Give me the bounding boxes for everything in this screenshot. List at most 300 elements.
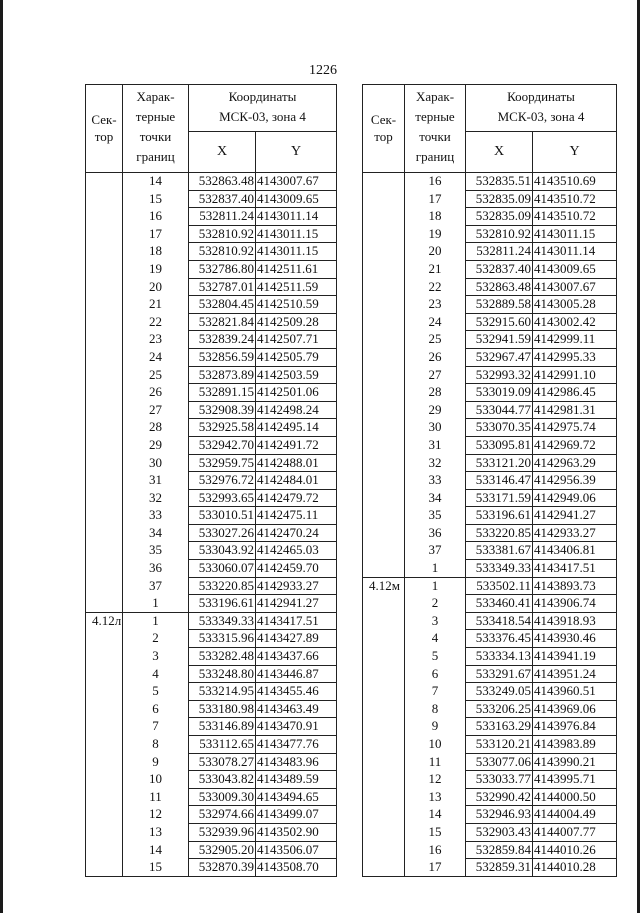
table-row: [86, 753, 337, 771]
x-cell: 533163.29: [466, 718, 533, 736]
x-cell: 532839.24: [189, 331, 256, 349]
y-cell: 4143446.87: [256, 665, 337, 683]
sector-cell: [363, 560, 405, 578]
sector-cell: [363, 348, 405, 366]
y-cell: 4143995.71: [533, 771, 617, 789]
x-cell: 533206.25: [466, 700, 533, 718]
table-row: [363, 648, 617, 666]
y-cell: 4143005.28: [533, 296, 617, 314]
point-cell: 6: [405, 665, 466, 683]
point-cell: 1: [405, 577, 466, 595]
x-cell: 532810.92: [189, 243, 256, 261]
sector-cell: [86, 331, 123, 349]
points-header: Харак- терные точки границ: [123, 85, 189, 173]
point-cell: 16: [123, 208, 189, 226]
x-cell: 532925.58: [189, 419, 256, 437]
table-row: [363, 296, 617, 314]
table-row: [363, 331, 617, 349]
sector-cell: [363, 665, 405, 683]
sector-cell: [363, 524, 405, 542]
points-header: Харак- терные точки границ: [405, 85, 466, 173]
table-row: [86, 841, 337, 859]
table-row: [363, 243, 617, 261]
sector-cell: [86, 806, 123, 824]
table-row: [86, 612, 337, 630]
y-cell: 4143508.70: [256, 859, 337, 877]
table-row: [363, 560, 617, 578]
sector-cell: [363, 612, 405, 630]
x-cell: 533060.07: [189, 560, 256, 578]
x-cell: 532787.01: [189, 278, 256, 296]
x-cell: 533010.51: [189, 507, 256, 525]
table-row: [86, 560, 337, 578]
x-cell: 532915.60: [466, 313, 533, 331]
table-row: [363, 823, 617, 841]
x-cell: 533196.61: [466, 507, 533, 525]
sector-cell: [86, 753, 123, 771]
x-cell: 533334.13: [466, 648, 533, 666]
point-cell: 23: [405, 296, 466, 314]
y-cell: 4143002.42: [533, 313, 617, 331]
point-cell: 34: [405, 489, 466, 507]
sector-cell: [86, 260, 123, 278]
sector-cell: [363, 190, 405, 208]
point-cell: 28: [405, 384, 466, 402]
point-cell: 35: [123, 542, 189, 560]
table-row: [86, 788, 337, 806]
y-cell: 4142475.11: [256, 507, 337, 525]
x-cell: 532990.42: [466, 788, 533, 806]
table-row: [86, 577, 337, 595]
table-row: [363, 700, 617, 718]
point-cell: 24: [405, 313, 466, 331]
x-cell: 533249.05: [466, 683, 533, 701]
x-cell: 533009.30: [189, 788, 256, 806]
y-cell: 4143011.15: [256, 225, 337, 243]
point-cell: 8: [123, 736, 189, 754]
y-cell: 4142491.72: [256, 436, 337, 454]
table-row: [86, 436, 337, 454]
table-row: [86, 736, 337, 754]
sector-cell: [363, 454, 405, 472]
point-cell: 3: [405, 612, 466, 630]
x-cell: 533220.85: [189, 577, 256, 595]
table-row: [363, 595, 617, 613]
sector-cell: [363, 278, 405, 296]
sector-cell: [363, 243, 405, 261]
sector-cell: [86, 190, 123, 208]
sector-header: Сек- тор: [86, 85, 123, 173]
table-row: [363, 859, 617, 877]
y-cell: 4142975.74: [533, 419, 617, 437]
point-cell: 22: [405, 278, 466, 296]
x-cell: 532959.75: [189, 454, 256, 472]
y-cell: 4143951.24: [533, 665, 617, 683]
table-row: [363, 384, 617, 402]
point-cell: 6: [123, 700, 189, 718]
table-row: [363, 260, 617, 278]
x-cell: 532810.92: [466, 225, 533, 243]
sector-cell: [363, 489, 405, 507]
sector-cell: [86, 560, 123, 578]
point-cell: 22: [123, 313, 189, 331]
point-cell: 19: [123, 260, 189, 278]
y-cell: 4143463.49: [256, 700, 337, 718]
x-cell: 532837.40: [466, 260, 533, 278]
y-cell: 4142505.79: [256, 348, 337, 366]
sector-cell: [363, 683, 405, 701]
table-row: [363, 524, 617, 542]
sector-cell: [363, 630, 405, 648]
table-row: [363, 577, 617, 595]
x-cell: 532863.48: [189, 173, 256, 191]
y-cell: 4143427.89: [256, 630, 337, 648]
y-cell: 4142995.33: [533, 348, 617, 366]
point-cell: 32: [405, 454, 466, 472]
table-row: [86, 384, 337, 402]
table-row: [363, 507, 617, 525]
x-cell: 533248.80: [189, 665, 256, 683]
y-cell: 4143417.51: [533, 560, 617, 578]
y-cell: 4142941.27: [256, 595, 337, 613]
point-cell: 7: [123, 718, 189, 736]
point-cell: 19: [405, 225, 466, 243]
y-cell: 4142941.27: [533, 507, 617, 525]
sector-cell: [363, 260, 405, 278]
sector-cell: [86, 718, 123, 736]
x-cell: 532903.43: [466, 823, 533, 841]
table-row: [86, 331, 337, 349]
point-cell: 37: [405, 542, 466, 560]
point-cell: 25: [123, 366, 189, 384]
sector-cell: [86, 648, 123, 666]
point-cell: 17: [405, 859, 466, 877]
x-column-header: X: [466, 132, 533, 173]
point-cell: 27: [123, 401, 189, 419]
sector-cell: [86, 208, 123, 226]
table-row: [363, 366, 617, 384]
y-cell: 4142479.72: [256, 489, 337, 507]
y-cell: 4142933.27: [533, 524, 617, 542]
table-row: [363, 436, 617, 454]
point-cell: 13: [405, 788, 466, 806]
y-cell: 4143011.15: [533, 225, 617, 243]
table-row: [86, 260, 337, 278]
sector-cell: [86, 454, 123, 472]
sector-cell: [363, 771, 405, 789]
x-cell: 532993.32: [466, 366, 533, 384]
point-cell: 23: [123, 331, 189, 349]
table-row: [86, 859, 337, 877]
y-cell: 4142495.14: [256, 419, 337, 437]
point-cell: 16: [405, 841, 466, 859]
y-cell: 4143494.65: [256, 788, 337, 806]
table-row: [363, 542, 617, 560]
sector-cell: [363, 208, 405, 226]
y-cell: 4142933.27: [256, 577, 337, 595]
point-cell: 10: [123, 771, 189, 789]
sector-cell: [86, 419, 123, 437]
point-cell: 16: [405, 173, 466, 191]
x-cell: 533171.59: [466, 489, 533, 507]
x-cell: 532939.96: [189, 823, 256, 841]
x-cell: 532942.70: [189, 436, 256, 454]
x-cell: 532811.24: [466, 243, 533, 261]
table-row: [86, 683, 337, 701]
sector-cell: [363, 507, 405, 525]
sector-cell: [86, 736, 123, 754]
y-cell: 4143437.66: [256, 648, 337, 666]
x-cell: 532835.51: [466, 173, 533, 191]
sector-cell: [363, 366, 405, 384]
y-cell: 4142999.11: [533, 331, 617, 349]
y-cell: 4142459.70: [256, 560, 337, 578]
point-cell: 9: [123, 753, 189, 771]
x-cell: 533078.27: [189, 753, 256, 771]
x-cell: 532786.80: [189, 260, 256, 278]
x-cell: 532908.39: [189, 401, 256, 419]
table-row: [363, 225, 617, 243]
table-row: [363, 841, 617, 859]
y-cell: 4143510.69: [533, 173, 617, 191]
x-cell: 532835.09: [466, 208, 533, 226]
table-row: [86, 648, 337, 666]
table-row: [363, 278, 617, 296]
point-cell: 1: [405, 560, 466, 578]
point-cell: 17: [405, 190, 466, 208]
y-cell: 4143009.65: [533, 260, 617, 278]
point-cell: 33: [123, 507, 189, 525]
y-cell: 4143510.72: [533, 208, 617, 226]
x-cell: 533027.26: [189, 524, 256, 542]
page-number: 1226: [309, 63, 337, 78]
sector-cell: [86, 823, 123, 841]
point-cell: 7: [405, 683, 466, 701]
y-cell: 4143489.59: [256, 771, 337, 789]
sector-cell: [86, 278, 123, 296]
table-row: [86, 225, 337, 243]
point-cell: 26: [405, 348, 466, 366]
sector-cell: [363, 823, 405, 841]
table-row: [363, 718, 617, 736]
x-cell: 532967.47: [466, 348, 533, 366]
sector-cell: [86, 401, 123, 419]
x-cell: 533418.54: [466, 612, 533, 630]
y-cell: 4143930.46: [533, 630, 617, 648]
sector-cell: [86, 683, 123, 701]
table-row: [363, 472, 617, 490]
point-cell: 20: [123, 278, 189, 296]
table-row: [363, 313, 617, 331]
table-row: [363, 683, 617, 701]
sector-cell: [86, 577, 123, 595]
x-cell: 533077.06: [466, 753, 533, 771]
table-row: [363, 419, 617, 437]
x-cell: 532863.48: [466, 278, 533, 296]
y-cell: 4142511.59: [256, 278, 337, 296]
table-row: [363, 348, 617, 366]
x-cell: 532891.15: [189, 384, 256, 402]
sector-cell: [363, 472, 405, 490]
y-cell: 4143011.15: [256, 243, 337, 261]
sector-cell: [363, 173, 405, 191]
y-cell: 4142511.61: [256, 260, 337, 278]
y-cell: 4143011.14: [256, 208, 337, 226]
point-cell: 15: [405, 823, 466, 841]
y-column-header: Y: [256, 132, 337, 173]
x-cell: 532946.93: [466, 806, 533, 824]
y-cell: 4142986.45: [533, 384, 617, 402]
point-cell: 35: [405, 507, 466, 525]
sector-cell: [86, 348, 123, 366]
y-cell: 4143906.74: [533, 595, 617, 613]
right-table-body: [363, 173, 617, 877]
x-cell: 532889.58: [466, 296, 533, 314]
sector-cell: [363, 753, 405, 771]
sector-cell: [86, 507, 123, 525]
table-row: [363, 788, 617, 806]
table-row: [86, 278, 337, 296]
y-cell: 4143007.67: [533, 278, 617, 296]
sector-cell: [363, 225, 405, 243]
y-cell: 4142498.24: [256, 401, 337, 419]
point-cell: 31: [405, 436, 466, 454]
point-cell: 31: [123, 472, 189, 490]
x-cell: 533044.77: [466, 401, 533, 419]
table-row: [363, 612, 617, 630]
x-cell: 533291.67: [466, 665, 533, 683]
y-cell: 4143455.46: [256, 683, 337, 701]
y-column-header: Y: [533, 132, 617, 173]
y-cell: 4143960.51: [533, 683, 617, 701]
x-cell: 532856.59: [189, 348, 256, 366]
y-cell: 4142510.59: [256, 296, 337, 314]
x-cell: 533095.81: [466, 436, 533, 454]
y-cell: 4142484.01: [256, 472, 337, 490]
y-cell: 4144000.50: [533, 788, 617, 806]
table-row: [86, 348, 337, 366]
sector-cell: [86, 542, 123, 560]
x-cell: 533282.48: [189, 648, 256, 666]
point-cell: 5: [405, 648, 466, 666]
sector-cell: [86, 788, 123, 806]
table-row: [86, 542, 337, 560]
x-cell: 532870.39: [189, 859, 256, 877]
sector-header: Сек- тор: [363, 85, 405, 173]
y-cell: 4143941.19: [533, 648, 617, 666]
point-cell: 26: [123, 384, 189, 402]
point-cell: 21: [405, 260, 466, 278]
point-cell: 1: [123, 595, 189, 613]
point-cell: 36: [405, 524, 466, 542]
x-column-header: X: [189, 132, 256, 173]
y-cell: 4143502.90: [256, 823, 337, 841]
x-cell: 533112.65: [189, 736, 256, 754]
point-cell: 10: [405, 736, 466, 754]
x-cell: 532835.09: [466, 190, 533, 208]
point-cell: 21: [123, 296, 189, 314]
point-cell: 9: [405, 718, 466, 736]
x-cell: 533196.61: [189, 595, 256, 613]
sector-cell: [363, 648, 405, 666]
y-cell: 4143990.21: [533, 753, 617, 771]
table-row: [363, 454, 617, 472]
point-cell: 14: [405, 806, 466, 824]
y-cell: 4143510.72: [533, 190, 617, 208]
y-cell: 4143506.07: [256, 841, 337, 859]
sector-cell: [363, 436, 405, 454]
x-cell: 532810.92: [189, 225, 256, 243]
sector-cell: [363, 788, 405, 806]
point-cell: 20: [405, 243, 466, 261]
y-cell: 4144004.49: [533, 806, 617, 824]
point-cell: 30: [405, 419, 466, 437]
sector-cell: [363, 542, 405, 560]
table-row: [86, 630, 337, 648]
sector-cell: [86, 225, 123, 243]
point-cell: 4: [123, 665, 189, 683]
point-cell: 8: [405, 700, 466, 718]
y-cell: 4142501.06: [256, 384, 337, 402]
x-cell: 532974.66: [189, 806, 256, 824]
sector-cell: [86, 595, 123, 613]
table-row: [363, 173, 617, 191]
y-cell: 4143406.81: [533, 542, 617, 560]
table-row: [86, 665, 337, 683]
x-cell: 532941.59: [466, 331, 533, 349]
x-cell: 533043.92: [189, 542, 256, 560]
point-cell: 14: [123, 841, 189, 859]
right-coordinates-table: [362, 84, 617, 877]
y-cell: 4142509.28: [256, 313, 337, 331]
x-cell: 533349.33: [466, 560, 533, 578]
table-row: [86, 718, 337, 736]
table-row: [363, 208, 617, 226]
table-row: [363, 489, 617, 507]
x-cell: 532976.72: [189, 472, 256, 490]
table-row: [86, 454, 337, 472]
sector-cell: [363, 736, 405, 754]
x-cell: 533376.45: [466, 630, 533, 648]
coordinates-header: Координаты МСК-03, зона 4: [189, 85, 337, 132]
x-cell: 533502.11: [466, 577, 533, 595]
x-cell: 532859.31: [466, 859, 533, 877]
sector-cell: 4.12м: [363, 577, 405, 595]
point-cell: 11: [123, 788, 189, 806]
y-cell: 4143976.84: [533, 718, 617, 736]
x-cell: 532837.40: [189, 190, 256, 208]
point-cell: 18: [405, 208, 466, 226]
point-cell: 1: [123, 612, 189, 630]
point-cell: 4: [405, 630, 466, 648]
sector-cell: [363, 859, 405, 877]
table-row: [86, 296, 337, 314]
table-row: [363, 771, 617, 789]
x-cell: 533180.98: [189, 700, 256, 718]
table-row: [86, 173, 337, 191]
sector-cell: [86, 524, 123, 542]
x-cell: 533214.95: [189, 683, 256, 701]
sector-cell: [86, 665, 123, 683]
sector-cell: [363, 296, 405, 314]
x-cell: 533043.82: [189, 771, 256, 789]
point-cell: 24: [123, 348, 189, 366]
table-row: [363, 401, 617, 419]
x-cell: 532821.84: [189, 313, 256, 331]
table-row: [86, 419, 337, 437]
sector-cell: [86, 700, 123, 718]
y-cell: 4144010.26: [533, 841, 617, 859]
